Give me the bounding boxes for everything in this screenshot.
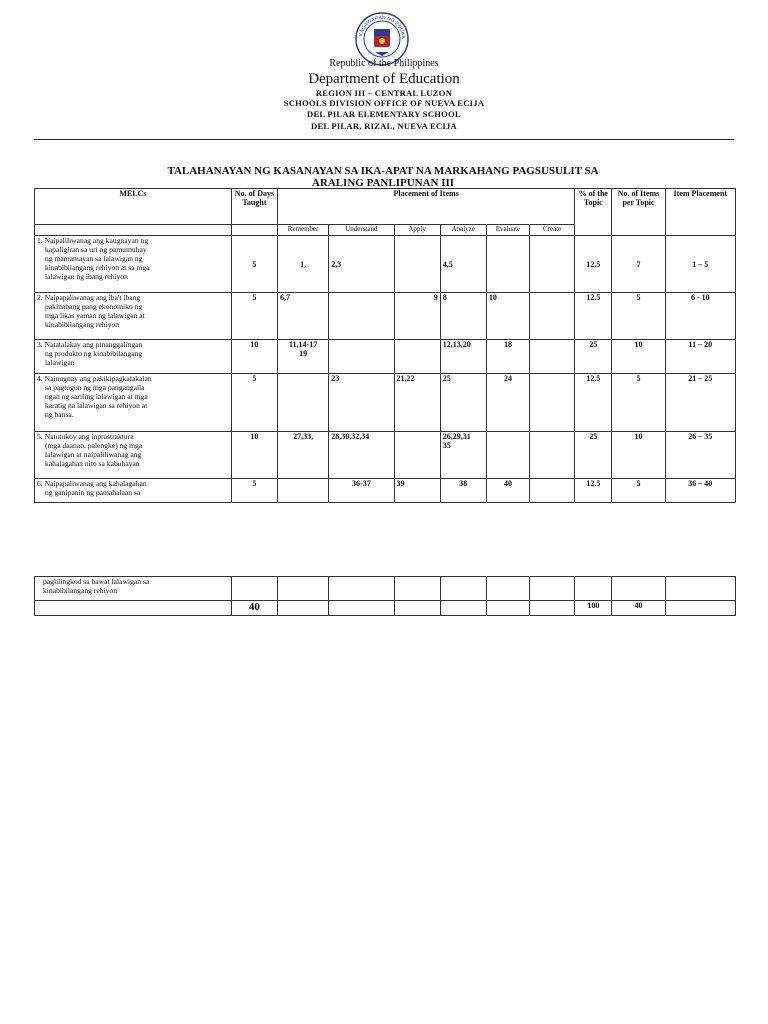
melc-cell [35,340,232,374]
understand-cell [329,577,394,601]
totals-row [35,601,736,616]
remember-cell: 1, [278,236,329,293]
analyze-cell: 4,5 [440,236,486,293]
melc-line: sa pagtugon ng mga pangangaila [45,383,145,392]
remember-cell [278,374,329,432]
tos-table-continued [34,576,736,616]
melc-cell [35,479,232,503]
remember-line: 11,14-17 [289,340,318,349]
school-line: DEL PILAR ELEMENTARY SCHOOL [307,109,461,119]
items-cell: 5 [612,374,665,432]
melc-line: lalawigan ng ibang rehiyon [45,272,128,281]
melc-line: kapaligiran sa uri ng pamumuhay [45,245,147,254]
blank-cell [440,601,486,616]
level-apply: Apply [394,225,440,236]
melc-cell [35,577,232,601]
blank-cell [329,601,394,616]
evaluate-cell: 18 [486,340,529,374]
header-item-placement: Item Placement [665,189,735,236]
melc-line: ng ganipanin ng pamahalaan sa [45,488,141,497]
evaluate-cell: 40 [486,479,529,503]
melc-line: ng produkto ng kinabibilangang [45,349,143,358]
level-create: Create [530,225,575,236]
melc-line: 3. Natatalakay ang pinanggalingan [37,340,143,349]
evaluate-cell: 24 [486,374,529,432]
melc-cell [35,432,232,479]
melc-line: ngan ng sariling lalawigan at mga [45,392,148,401]
percent-cell [575,577,612,601]
document-subtitle: ARALING PANLIPUNAN III [311,177,455,189]
remember-cell [278,340,329,374]
days-cell [231,577,277,601]
analyze-cell: 38 [440,479,486,503]
analyze-line: 26,29,31 [442,432,471,441]
apply-cell [394,340,440,374]
days-cell: 10 [231,340,277,374]
evaluate-cell [486,236,529,293]
apply-cell: 39 [394,479,440,503]
percent-cell: 12.5 [575,293,612,340]
level-analyze: Analyze [440,225,486,236]
melc-line: (mga daanan, palengke) ng mga [45,441,143,450]
total-percent: 100 [575,601,612,616]
melc-line: 2. Naipapaliwanag ang iba't ibang [37,293,141,302]
understand-cell: 28,30,32,34 [329,432,394,479]
table-row [35,293,736,340]
melc-line: pakinabang pang ekonomiko ng [45,302,143,311]
placement-cell: 1 – 5 [665,236,735,293]
republic-line: Republic of the Philippines [329,58,439,69]
understand-cell: 23 [329,374,394,432]
remember-cell [278,479,329,503]
address-line: DEL PILAR, RIZAL, NUEVA ECIJA [311,121,457,131]
region-line: REGION III – CENTRAL LUZON [315,88,453,98]
table-row [35,374,736,432]
understand-cell [329,293,394,340]
remember-cell: 6,7 [278,293,329,340]
header-items-per-topic: No. of Items per Topic [612,189,665,236]
create-cell [530,374,575,432]
tos-table [34,188,736,503]
days-cell: 10 [231,432,277,479]
create-cell [530,293,575,340]
understand-cell: 2,3 [329,236,394,293]
melc-line: karatig na lalawigan sa rehiyon at [45,401,148,410]
placement-cell [665,577,735,601]
percent-cell: 12.5 [575,479,612,503]
melc-line: 1. Naipaliliwanag ang kaugnayan ng [37,236,149,245]
percent-cell: 12.5 [575,236,612,293]
apply-cell [394,577,440,601]
placement-cell: 21 – 25 [665,374,735,432]
placement-cell: 11 – 20 [665,340,735,374]
placement-cell: 26 – 35 [665,432,735,479]
header-placement: Placement of Items [278,189,575,225]
blank-cell [394,601,440,616]
days-cell: 5 [231,293,277,340]
placement-cell: 36 – 40 [665,479,735,503]
apply-cell: 21,22 [394,374,440,432]
blank-cell [278,601,329,616]
melc-line: 6. Naipapaliwanag ang kahalagahan [37,479,147,488]
melc-cell [35,374,232,432]
melc-line: kahalagahan nito sa kabuhayan [45,459,140,468]
analyze-cell: 12,13,20 [440,340,486,374]
create-cell [530,479,575,503]
melc-line: ng bansa. [45,410,74,419]
melc-line: 5. Natutukoy ang inprastraktura [37,432,134,441]
melc-line: kinabibilangang rehiyon [45,320,120,329]
melc-line: mga likas yaman ng lalawigan at [45,311,145,320]
document-title: TALAHANAYAN NG KASANAYAN SA IKA-APAT NA MARKAHANG PAGSUSULIT SA [167,165,599,177]
understand-cell: 36-37 [329,479,394,503]
header-blank [35,225,232,236]
melc-line: lalawigan at naipaliliwanag ang [45,450,142,459]
create-cell [530,577,575,601]
evaluate-cell [486,577,529,601]
items-cell: 10 [612,432,665,479]
create-cell [530,432,575,479]
total-days: 40 [231,601,277,616]
remember-cell [278,577,329,601]
level-remember: Remember [278,225,329,236]
days-cell: 5 [231,236,277,293]
percent-cell: 12.5 [575,374,612,432]
apply-cell: 9 [394,293,440,340]
table-row [35,236,736,293]
svg-text:KAGAWARAN NG EDUKASYON: KAGAWARAN NG EDUKA [358,14,407,40]
header-melcs: MELCs [35,189,232,225]
blank-cell [665,601,735,616]
days-cell: 5 [231,374,277,432]
department-name: Department of Education [308,71,460,87]
items-cell: 10 [612,340,665,374]
header-divider [34,139,734,140]
analyze-cell: 25 [440,374,486,432]
create-cell [530,236,575,293]
header-days: No. of Days Taught [231,189,277,225]
analyze-cell [440,577,486,601]
evaluate-cell [486,432,529,479]
melc-line: paglilingkod sa bawat lalawigan sa [43,577,150,586]
percent-cell: 25 [575,432,612,479]
blank-cell [530,601,575,616]
header-percent: % of the Topic [575,189,612,236]
melc-cell [35,293,232,340]
total-items: 40 [612,601,665,616]
melc-line: ng mamamayan sa lalawigan ng [45,254,143,263]
totals-label-cell [35,601,232,616]
apply-cell [394,432,440,479]
items-cell: 5 [612,479,665,503]
table-row [35,432,736,479]
melc-line: 4. Naiuugnay ang pakikipagkalakalan [37,374,152,383]
level-understand: Understand [329,225,394,236]
analyze-line: 35 [442,441,451,450]
table-row [35,340,736,374]
days-cell: 5 [231,479,277,503]
melc-cell [35,236,232,293]
understand-cell [329,340,394,374]
evaluate-cell: 10 [486,293,529,340]
remember-cell: 27,33, [278,432,329,479]
create-cell [530,340,575,374]
level-evaluate: Evaluate [486,225,529,236]
analyze-cell [440,432,486,479]
header-blank [231,225,277,236]
apply-cell [394,236,440,293]
percent-cell: 25 [575,340,612,374]
placement-cell: 6 - 10 [665,293,735,340]
analyze-cell: 8 [440,293,486,340]
division-line: SCHOOLS DIVISION OFFICE OF NUEVA ECIJA [283,98,485,108]
melc-line: lalawigan [45,358,75,367]
blank-cell [486,601,529,616]
melc-line: kinabibilangang rehiyon at sa mga [45,263,150,272]
melc-line: kinabibilangang rehiyon [43,586,118,595]
table-row [35,479,736,503]
remember-line: 19 [299,349,308,358]
items-cell: 7 [612,236,665,293]
items-cell: 5 [612,293,665,340]
items-cell [612,577,665,601]
table-row [35,577,736,601]
